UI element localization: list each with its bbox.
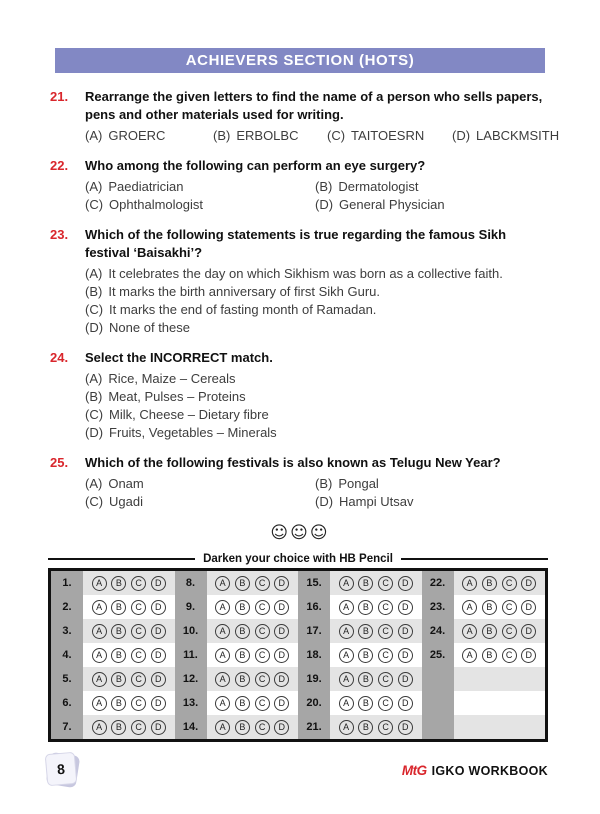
choice-bubble-c[interactable]: C bbox=[378, 624, 393, 639]
section-title: ACHIEVERS SECTION (HOTS) bbox=[185, 52, 415, 69]
question-number: 24. bbox=[50, 350, 69, 365]
option-label: (A) bbox=[85, 128, 103, 143]
choice-bubble-a[interactable]: A bbox=[215, 720, 230, 735]
answer-bubble-cell bbox=[207, 571, 299, 595]
choice-bubble-b[interactable]: B bbox=[358, 576, 373, 591]
choice-bubble-c[interactable]: C bbox=[131, 624, 146, 639]
choice-bubble-c[interactable]: C bbox=[255, 672, 270, 687]
option-label: (A) bbox=[85, 179, 103, 194]
answer-number-cell: 4. bbox=[51, 643, 83, 667]
choice-bubble-a[interactable]: A bbox=[215, 624, 230, 639]
choice-bubble-c[interactable]: C bbox=[502, 600, 517, 615]
question-text: Who among the following can perform an eye surgery? bbox=[85, 158, 426, 173]
option bbox=[315, 475, 548, 493]
page-number-badge bbox=[44, 751, 84, 791]
question bbox=[50, 157, 548, 214]
option-text: It marks the end of fasting month of Ramadan. bbox=[109, 302, 377, 317]
choice-bubble-d[interactable]: D bbox=[151, 600, 166, 615]
choice-bubble-a[interactable]: A bbox=[339, 696, 354, 711]
answer-sheet bbox=[48, 553, 548, 742]
option-label: (D) bbox=[85, 425, 104, 440]
question-options bbox=[85, 265, 548, 337]
question bbox=[50, 226, 548, 337]
answer-number-cell: 7. bbox=[51, 715, 83, 739]
choice-bubble-b[interactable]: B bbox=[235, 696, 250, 711]
answer-bubble-cell bbox=[207, 643, 299, 667]
choice-bubble-b[interactable]: B bbox=[482, 648, 497, 663]
option-text: ERBOLBC bbox=[236, 128, 299, 143]
answer-bubble-cell bbox=[330, 667, 422, 691]
answer-number-cell: 15. bbox=[298, 571, 330, 595]
choice-bubble-c[interactable]: C bbox=[131, 696, 146, 711]
choice-bubble-a[interactable]: A bbox=[339, 624, 354, 639]
choice-bubble-c[interactable]: C bbox=[255, 720, 270, 735]
choice-bubble-a[interactable]: A bbox=[215, 648, 230, 663]
question bbox=[50, 349, 548, 442]
option bbox=[85, 475, 315, 493]
option-label: (D) bbox=[452, 128, 471, 143]
answer-bubble-cell bbox=[454, 571, 546, 595]
option bbox=[85, 265, 548, 283]
answer-bubble-cell bbox=[454, 619, 546, 643]
choice-bubble-c[interactable]: C bbox=[378, 720, 393, 735]
option-label: (A) bbox=[85, 476, 103, 491]
question-options bbox=[85, 370, 548, 442]
choice-bubble-a[interactable]: A bbox=[462, 600, 477, 615]
choice-bubble-d[interactable]: D bbox=[274, 648, 289, 663]
option-label: (D) bbox=[85, 320, 104, 335]
answer-bubble-cell bbox=[454, 595, 546, 619]
book-title: IGKO WORKBOOK bbox=[431, 764, 548, 778]
choice-bubble-b[interactable]: B bbox=[235, 720, 250, 735]
answer-number-cell: 3. bbox=[51, 619, 83, 643]
question-options bbox=[85, 178, 548, 214]
option bbox=[85, 424, 548, 442]
choice-bubble-d[interactable]: D bbox=[151, 576, 166, 591]
choice-bubble-d[interactable]: D bbox=[521, 624, 536, 639]
questions-list bbox=[0, 73, 600, 511]
option-label: (B) bbox=[85, 284, 103, 299]
choice-bubble-c[interactable]: C bbox=[131, 648, 146, 663]
answer-number-cell bbox=[422, 691, 454, 715]
choice-bubble-b[interactable]: B bbox=[111, 696, 126, 711]
choice-bubble-d[interactable]: D bbox=[274, 576, 289, 591]
choice-bubble-b[interactable]: B bbox=[111, 576, 126, 591]
answer-number-cell: 12. bbox=[175, 667, 207, 691]
answer-bubble-cell bbox=[83, 619, 175, 643]
option bbox=[85, 178, 315, 196]
option-text: Milk, Cheese – Dietary fibre bbox=[109, 407, 269, 422]
option-label: (B) bbox=[85, 389, 103, 404]
choice-bubble-a[interactable]: A bbox=[339, 720, 354, 735]
answer-bubble-cell bbox=[83, 595, 175, 619]
question-number: 21. bbox=[50, 89, 69, 104]
question-body bbox=[85, 454, 548, 511]
option-text: It marks the birth anniversary of first Sikh Guru. bbox=[108, 284, 380, 299]
choice-bubble-d[interactable]: D bbox=[521, 600, 536, 615]
choice-bubble-d[interactable]: D bbox=[398, 576, 413, 591]
choice-bubble-a[interactable]: A bbox=[339, 576, 354, 591]
option bbox=[85, 493, 315, 511]
choice-bubble-c[interactable]: C bbox=[378, 600, 393, 615]
choice-bubble-a[interactable]: A bbox=[92, 624, 107, 639]
choice-bubble-d[interactable]: D bbox=[151, 672, 166, 687]
option-text: TAITOESRN bbox=[351, 128, 425, 143]
option-text: Paediatrician bbox=[108, 179, 184, 194]
option bbox=[315, 196, 548, 214]
answer-bubble-cell bbox=[207, 691, 299, 715]
choice-bubble-c[interactable]: C bbox=[255, 648, 270, 663]
choice-bubble-d[interactable]: D bbox=[521, 648, 536, 663]
choice-bubble-a[interactable]: A bbox=[462, 624, 477, 639]
choice-bubble-d[interactable]: D bbox=[151, 624, 166, 639]
answer-bubble-cell bbox=[207, 619, 299, 643]
answer-number-cell: 10. bbox=[175, 619, 207, 643]
question-text: Select the INCORRECT match. bbox=[85, 350, 273, 365]
choice-bubble-c[interactable]: C bbox=[378, 576, 393, 591]
option-text: Fruits, Vegetables – Minerals bbox=[109, 425, 277, 440]
choice-bubble-a[interactable]: A bbox=[92, 600, 107, 615]
option-label: (B) bbox=[213, 128, 231, 143]
option bbox=[452, 127, 559, 145]
answer-bubble-cell bbox=[207, 667, 299, 691]
choice-bubble-b[interactable]: B bbox=[111, 648, 126, 663]
option bbox=[213, 127, 327, 145]
choice-bubble-a[interactable]: A bbox=[215, 672, 230, 687]
answer-bubble-cell bbox=[83, 691, 175, 715]
answer-number-cell: 24. bbox=[422, 619, 454, 643]
question bbox=[50, 454, 548, 511]
answer-number-cell: 8. bbox=[175, 571, 207, 595]
choice-bubble-c[interactable]: C bbox=[378, 696, 393, 711]
choice-bubble-c[interactable]: C bbox=[255, 624, 270, 639]
answer-bubble-cell bbox=[330, 595, 422, 619]
choice-bubble-d[interactable]: D bbox=[274, 600, 289, 615]
question-body bbox=[85, 226, 548, 337]
option bbox=[85, 370, 548, 388]
choice-bubble-b[interactable]: B bbox=[358, 720, 373, 735]
option bbox=[85, 283, 548, 301]
answer-number-cell bbox=[422, 667, 454, 691]
answer-number-cell: 5. bbox=[51, 667, 83, 691]
option-label: (A) bbox=[85, 266, 103, 281]
answer-bubble-cell bbox=[207, 595, 299, 619]
choice-bubble-c[interactable]: C bbox=[502, 624, 517, 639]
choice-bubble-c[interactable]: C bbox=[378, 648, 393, 663]
choice-bubble-b[interactable]: B bbox=[358, 600, 373, 615]
question-body bbox=[85, 157, 548, 214]
choice-bubble-c[interactable]: C bbox=[378, 672, 393, 687]
answer-number-cell: 18. bbox=[298, 643, 330, 667]
choice-bubble-c[interactable]: C bbox=[131, 720, 146, 735]
question-options bbox=[85, 475, 548, 511]
option-text: None of these bbox=[109, 320, 190, 335]
answer-number-cell: 6. bbox=[51, 691, 83, 715]
option-label: (B) bbox=[315, 179, 333, 194]
option-label: (B) bbox=[315, 476, 333, 491]
option bbox=[315, 493, 548, 511]
choice-bubble-b[interactable]: B bbox=[358, 696, 373, 711]
choice-bubble-b[interactable]: B bbox=[482, 624, 497, 639]
answer-number-cell: 19. bbox=[298, 667, 330, 691]
section-header bbox=[55, 48, 545, 73]
answer-number-cell: 22. bbox=[422, 571, 454, 595]
choice-bubble-b[interactable]: B bbox=[235, 624, 250, 639]
choice-bubble-c[interactable]: C bbox=[255, 576, 270, 591]
option-text: Onam bbox=[108, 476, 144, 491]
option-text: Dermatologist bbox=[338, 179, 419, 194]
option bbox=[85, 196, 315, 214]
answer-bubble-cell bbox=[83, 571, 175, 595]
choice-bubble-b[interactable]: B bbox=[235, 672, 250, 687]
answer-number-cell: 25. bbox=[422, 643, 454, 667]
choice-bubble-d[interactable]: D bbox=[398, 720, 413, 735]
answer-bubble-cell bbox=[454, 667, 546, 691]
answer-bubble-cell bbox=[330, 619, 422, 643]
choice-bubble-c[interactable]: C bbox=[255, 600, 270, 615]
question-number: 22. bbox=[50, 158, 69, 173]
option bbox=[327, 127, 452, 145]
choice-bubble-b[interactable]: B bbox=[358, 648, 373, 663]
choice-bubble-a[interactable]: A bbox=[462, 648, 477, 663]
choice-bubble-d[interactable]: D bbox=[398, 624, 413, 639]
choice-bubble-a[interactable]: A bbox=[92, 720, 107, 735]
option-text: Pongal bbox=[338, 476, 379, 491]
option-label: (C) bbox=[85, 197, 104, 212]
choice-bubble-c[interactable]: C bbox=[131, 576, 146, 591]
choice-bubble-b[interactable]: B bbox=[111, 600, 126, 615]
choice-bubble-d[interactable]: D bbox=[151, 696, 166, 711]
choice-bubble-b[interactable]: B bbox=[235, 576, 250, 591]
choice-bubble-b[interactable]: B bbox=[111, 624, 126, 639]
question-number: 25. bbox=[50, 455, 69, 470]
question-body bbox=[85, 88, 560, 145]
omr-grid bbox=[48, 568, 548, 742]
choice-bubble-d[interactable]: D bbox=[398, 672, 413, 687]
choice-bubble-a[interactable]: A bbox=[92, 672, 107, 687]
answer-number-cell: 20. bbox=[298, 691, 330, 715]
rule-right bbox=[401, 558, 548, 560]
choice-bubble-c[interactable]: C bbox=[131, 600, 146, 615]
choice-bubble-c[interactable]: C bbox=[255, 696, 270, 711]
choice-bubble-c[interactable]: C bbox=[502, 576, 517, 591]
answer-bubble-cell bbox=[330, 715, 422, 739]
option-label: (C) bbox=[85, 407, 104, 422]
choice-bubble-a[interactable]: A bbox=[339, 672, 354, 687]
option-label: (D) bbox=[315, 197, 334, 212]
answer-number-cell: 1. bbox=[51, 571, 83, 595]
option-text: Ugadi bbox=[109, 494, 144, 509]
choice-bubble-a[interactable]: A bbox=[339, 648, 354, 663]
choice-bubble-d[interactable]: D bbox=[151, 720, 166, 735]
question-text: Which of the following statements is true regarding the famous Sikh festival ‘Baisakhi’? bbox=[85, 227, 507, 260]
choice-bubble-b[interactable]: B bbox=[358, 672, 373, 687]
option-text: Hampi Utsav bbox=[339, 494, 414, 509]
option-label: (D) bbox=[315, 494, 334, 509]
answer-bubble-cell bbox=[454, 643, 546, 667]
answer-sheet-title: Darken your choice with HB Pencil bbox=[203, 553, 393, 565]
choice-bubble-d[interactable]: D bbox=[274, 720, 289, 735]
answer-sheet-header bbox=[48, 553, 548, 565]
option-label: (C) bbox=[327, 128, 346, 143]
answer-bubble-cell bbox=[454, 691, 546, 715]
option bbox=[85, 388, 548, 406]
choice-bubble-d[interactable]: D bbox=[274, 672, 289, 687]
choice-bubble-d[interactable]: D bbox=[274, 696, 289, 711]
choice-bubble-d[interactable]: D bbox=[274, 624, 289, 639]
brand-line bbox=[402, 763, 548, 778]
answer-number-cell: 21. bbox=[298, 715, 330, 739]
answer-bubble-cell bbox=[330, 691, 422, 715]
answer-number-cell bbox=[422, 715, 454, 739]
answer-bubble-cell bbox=[330, 643, 422, 667]
question-text: Which of the following festivals is also known as Telugu New Year? bbox=[85, 455, 501, 470]
choice-bubble-d[interactable]: D bbox=[398, 600, 413, 615]
question bbox=[50, 88, 560, 145]
question-body bbox=[85, 349, 548, 442]
choice-bubble-a[interactable]: A bbox=[339, 600, 354, 615]
answer-bubble-cell bbox=[83, 667, 175, 691]
choice-bubble-c[interactable]: C bbox=[131, 672, 146, 687]
question-options bbox=[85, 127, 560, 145]
choice-bubble-b[interactable]: B bbox=[482, 600, 497, 615]
option-text: It celebrates the day on which Sikhism was born as a collective faith. bbox=[108, 266, 503, 281]
choice-bubble-b[interactable]: B bbox=[235, 648, 250, 663]
answer-number-cell: 14. bbox=[175, 715, 207, 739]
option-text: General Physician bbox=[339, 197, 445, 212]
choice-bubble-a[interactable]: A bbox=[92, 576, 107, 591]
option bbox=[85, 127, 213, 145]
answer-number-cell: 17. bbox=[298, 619, 330, 643]
choice-bubble-a[interactable]: A bbox=[215, 576, 230, 591]
answer-bubble-cell bbox=[83, 643, 175, 667]
choice-bubble-a[interactable]: A bbox=[92, 648, 107, 663]
rule-left bbox=[48, 558, 195, 560]
answer-number-cell: 11. bbox=[175, 643, 207, 667]
option-text: GROERC bbox=[108, 128, 166, 143]
option bbox=[315, 178, 548, 196]
choice-bubble-d[interactable]: D bbox=[521, 576, 536, 591]
option-text: Rice, Maize – Cereals bbox=[108, 371, 236, 386]
answer-number-cell: 23. bbox=[422, 595, 454, 619]
answer-bubble-cell bbox=[207, 715, 299, 739]
choice-bubble-c[interactable]: C bbox=[502, 648, 517, 663]
option-label: (C) bbox=[85, 302, 104, 317]
smiley-icons: ☺☺☺ bbox=[270, 523, 330, 543]
choice-bubble-b[interactable]: B bbox=[111, 672, 126, 687]
question-number: 23. bbox=[50, 227, 69, 242]
choice-bubble-a[interactable]: A bbox=[92, 696, 107, 711]
answer-bubble-cell bbox=[330, 571, 422, 595]
option bbox=[85, 319, 548, 337]
choice-bubble-a[interactable]: A bbox=[215, 696, 230, 711]
answer-bubble-cell bbox=[83, 715, 175, 739]
option-label: (A) bbox=[85, 371, 103, 386]
mtg-logo: MtG bbox=[401, 763, 427, 778]
answer-number-cell: 9. bbox=[175, 595, 207, 619]
answer-number-cell: 13. bbox=[175, 691, 207, 715]
option bbox=[85, 406, 548, 424]
choice-bubble-a[interactable]: A bbox=[215, 600, 230, 615]
page-number: 8 bbox=[45, 752, 78, 786]
option-text: Ophthalmologist bbox=[109, 197, 203, 212]
choice-bubble-b[interactable]: B bbox=[235, 600, 250, 615]
page-footer bbox=[44, 751, 548, 791]
answer-number-cell: 16. bbox=[298, 595, 330, 619]
choice-bubble-b[interactable]: B bbox=[358, 624, 373, 639]
option bbox=[85, 301, 548, 319]
option-text: LABCKMSITH bbox=[476, 128, 560, 143]
choice-bubble-b[interactable]: B bbox=[482, 576, 497, 591]
choice-bubble-d[interactable]: D bbox=[151, 648, 166, 663]
choice-bubble-d[interactable]: D bbox=[398, 648, 413, 663]
answer-number-cell: 2. bbox=[51, 595, 83, 619]
choice-bubble-a[interactable]: A bbox=[462, 576, 477, 591]
choice-bubble-b[interactable]: B bbox=[111, 720, 126, 735]
question-text: Rearrange the given letters to find the name of a person who sells papers, pens and other materials used for writing. bbox=[85, 89, 543, 122]
option-text: Meat, Pulses – Proteins bbox=[108, 389, 246, 404]
answer-bubble-cell bbox=[454, 715, 546, 739]
option-label: (C) bbox=[85, 494, 104, 509]
choice-bubble-d[interactable]: D bbox=[398, 696, 413, 711]
